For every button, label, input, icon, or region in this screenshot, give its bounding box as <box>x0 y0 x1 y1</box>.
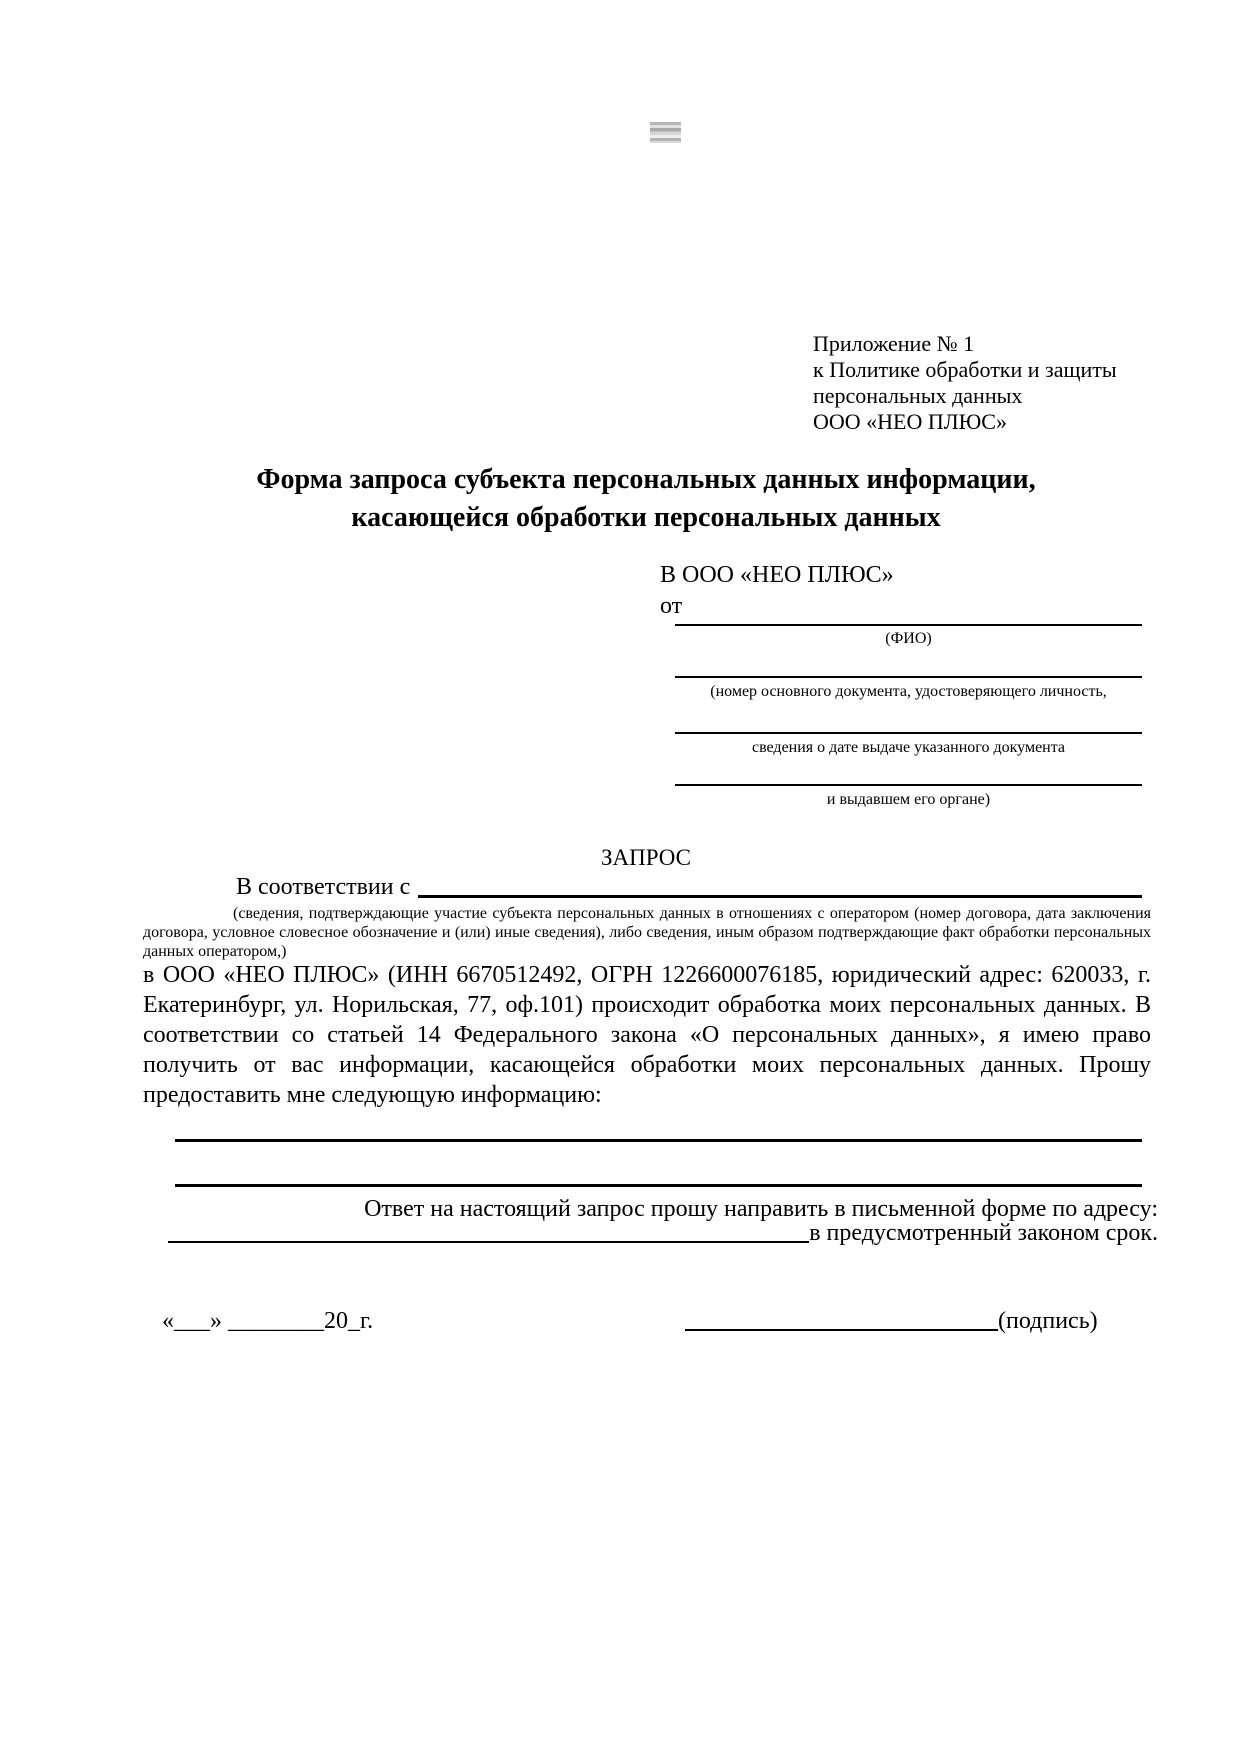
addressee-from-label: от <box>660 593 683 619</box>
request-basis-note: (сведения, подтверждающие участие субъекта персональных данных в отношениях с оператором (номер договора, дата заключения договора, условное словесное обозначение и (или) иные сведения), либо сведения, иным образом подтверждающие факт обработки персональных данных оператором,) <box>143 905 1151 960</box>
issuing-authority-field-caption: и выдавшем его органе) <box>826 791 991 808</box>
requested-info-blank-line-2 <box>175 1184 1142 1187</box>
fio-field-line <box>675 624 1142 626</box>
reply-address-row <box>168 1220 1158 1247</box>
annex-line: к Политике обработки и защиты <box>813 357 1117 382</box>
document-number-field-caption: (номер основного документа, удостоверяющего личность, <box>710 683 1107 700</box>
annex-line: ООО «НЕО ПЛЮС» <box>813 409 1007 434</box>
requested-info-blank-line-1 <box>175 1139 1142 1142</box>
signature-blank-line <box>685 1308 998 1331</box>
document-number-field-line <box>675 676 1142 678</box>
request-heading: ЗАПРОС <box>600 845 692 870</box>
issuing-authority-field-line <box>675 784 1142 786</box>
issue-date-field-line <box>675 732 1142 734</box>
reply-instruction-tail: в предусмотренный законом срок. <box>809 1220 1158 1246</box>
request-intro-row <box>236 874 1142 901</box>
addressee-block <box>660 560 894 622</box>
date-line: «___» ________20_г. <box>162 1308 374 1334</box>
annex-block <box>813 331 1158 435</box>
request-intro-label: В соответствии с <box>236 874 411 900</box>
header-logo-image <box>650 122 681 143</box>
annex-line: персональных данных <box>813 383 1023 408</box>
document-title-line2: касающейся обработки персональных данных <box>351 502 941 533</box>
signature-caption: (подпись) <box>998 1308 1098 1334</box>
reply-instruction-line: Ответ на настоящий запрос прошу направить в письменной форме по адресу: <box>364 1196 1158 1222</box>
document-title-line1: Форма запроса субъекта персональных данных информации, <box>256 464 1036 495</box>
document-title <box>150 461 1142 537</box>
signature-row <box>685 1308 1098 1335</box>
issue-date-field-caption: сведения о дате выдаче указанного документа <box>751 739 1066 756</box>
request-basis-blank-line <box>418 874 1142 898</box>
reply-address-blank-line <box>168 1220 809 1243</box>
annex-line: Приложение № 1 <box>813 331 975 356</box>
request-body-paragraph: в ООО «НЕО ПЛЮС» (ИНН 6670512492, ОГРН 1226600076185, юридический адрес: 620033, г. Екатеринбург, ул. Норильская, 77, оф.101) происходит обработка моих персональных данных. В соответствии со статьей 14 Федерального закона «О персональных данных», я имею право получить от вас информации, касающейся обработки моих персональных данных. Прошу предоставить мне следующую информацию: <box>143 962 1151 1108</box>
fio-field-caption: (ФИО) <box>885 630 932 647</box>
addressee-company: В ООО «НЕО ПЛЮС» <box>660 562 894 588</box>
